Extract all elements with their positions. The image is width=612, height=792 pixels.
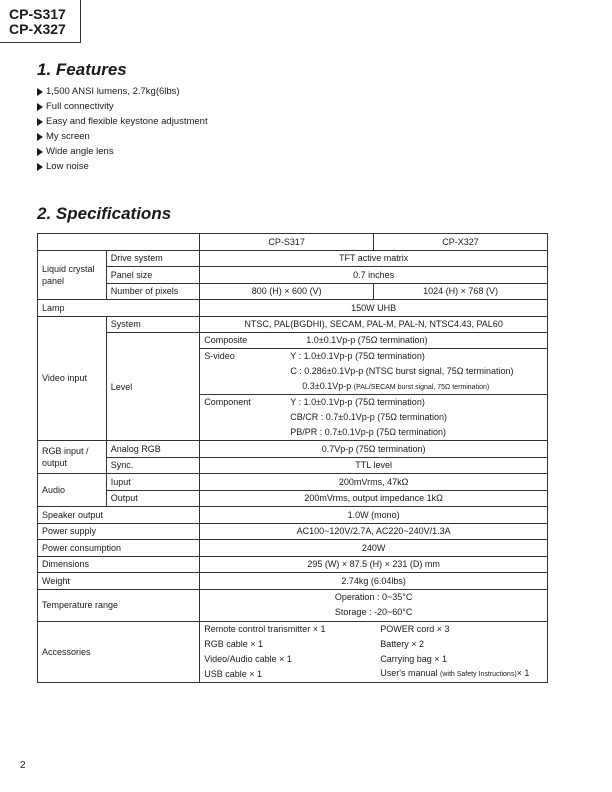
row-label: Iuput <box>106 474 200 491</box>
cell-value: 295 (W) × 87.5 (H) × 231 (D) mm <box>200 556 548 573</box>
row-label: Drive system <box>106 250 200 267</box>
table-row <box>38 457 548 474</box>
row-label: Accessories <box>38 621 200 682</box>
page-number: 2 <box>20 760 26 771</box>
cell-value: 1.0W (mono) <box>200 507 548 524</box>
cell-value: 1024 (H) × 768 (V) <box>374 283 548 300</box>
s-video-block: S-video Y : 1.0±0.1Vp-p (75Ω termination) C : 0.286±0.1Vp-p (NTSC burst signal, 75Ω termination) 0.3±0.1Vp-p (PAL/SECAM burst signal, 75Ω termination) <box>200 349 547 395</box>
cell-value: 0.7 inches <box>200 267 548 284</box>
row-label: Speaker output <box>38 507 200 524</box>
cell-value: TFT active matrix <box>200 250 548 267</box>
table-row <box>38 540 548 557</box>
cell-value: 150W UHB <box>200 300 548 317</box>
row-label: Panel size <box>106 267 200 284</box>
cell-value: Operation : 0~35°C Storage : -20~60°C <box>200 589 548 621</box>
row-label-video: Video input <box>38 316 107 441</box>
cell-value: 240W <box>200 540 548 557</box>
row-label: Sync. <box>106 457 200 474</box>
cell-value: AC100~120V/2.7A, AC220~240V/1.3A <box>200 523 548 540</box>
triangle-bullet-icon <box>37 103 43 111</box>
row-label: Number of pixels <box>106 283 200 300</box>
row-label-rgb: RGB input / output <box>38 441 107 474</box>
row-label: Temperature range <box>38 589 200 621</box>
model-name-2: CP-X327 <box>9 21 66 37</box>
row-label: Lamp <box>38 300 200 317</box>
table-row <box>38 283 548 300</box>
cell-value: 2.74kg (6.04lbs) <box>200 573 548 590</box>
list-item: Low noise <box>37 159 208 174</box>
table-row <box>38 573 548 590</box>
table-row <box>38 556 548 573</box>
table-row <box>38 490 548 507</box>
triangle-bullet-icon <box>37 118 43 126</box>
row-label-lcd: Liquid crystal panel <box>38 250 107 300</box>
table-row <box>38 316 548 333</box>
features-title: 1. Features <box>37 60 127 79</box>
row-label: Weight <box>38 573 200 590</box>
list-item: Easy and flexible keystone adjustment <box>37 114 208 129</box>
row-label: Power consumption <box>38 540 200 557</box>
specifications-title: 2. Specifications <box>37 204 172 223</box>
row-label: System <box>106 316 200 333</box>
composite-block: Composite 1.0±0.1Vp-p (75Ω termination) <box>200 333 547 349</box>
row-label: Output <box>106 490 200 507</box>
table-row <box>38 621 548 682</box>
component-block: Component Y : 1.0±0.1Vp-p (75Ω termination) CB/CR : 0.7±0.1Vp-p (75Ω termination) PB/PR : 0.7±0.1Vp-p (75Ω termination) <box>204 397 447 437</box>
model-header-box <box>0 0 81 43</box>
cell-value: 800 (H) × 600 (V) <box>200 283 374 300</box>
triangle-bullet-icon <box>37 163 43 171</box>
table-row <box>38 300 548 317</box>
column-header-cp-x327: CP-X327 <box>374 234 548 251</box>
video-level-cell <box>200 333 548 441</box>
row-label: Power supply <box>38 523 200 540</box>
row-label: Dimensions <box>38 556 200 573</box>
cell-value: TTL level <box>200 457 548 474</box>
list-item: Wide angle lens <box>37 144 208 159</box>
table-row <box>38 441 548 458</box>
specifications-table <box>37 233 548 683</box>
cell-value: 200mVrms, output impedance 1kΩ <box>200 490 548 507</box>
list-item: Full connectivity <box>37 99 208 114</box>
column-header-cp-s317: CP-S317 <box>200 234 374 251</box>
table-row <box>38 267 548 284</box>
accessories-cell: Remote control transmitter × 1 POWER cord × 3 RGB cable × 1 Battery × 2 Video/Audio cable × 1 Carrying bag × 1 USB cable × 1 User's manual (with Safety Instructions)× 1 <box>200 621 548 682</box>
list-item: 1,500 ANSI lumens, 2.7kg(6lbs) <box>37 84 208 99</box>
row-label: Analog RGB <box>106 441 200 458</box>
triangle-bullet-icon <box>37 88 43 96</box>
cell-value: 200mVrms, 47kΩ <box>200 474 548 491</box>
triangle-bullet-icon <box>37 133 43 141</box>
cell-value: 0.7Vp-p (75Ω termination) <box>200 441 548 458</box>
table-row <box>38 234 548 251</box>
triangle-bullet-icon <box>37 148 43 156</box>
table-row <box>38 250 548 267</box>
table-row <box>38 589 548 621</box>
table-row <box>38 507 548 524</box>
cell-value: NTSC, PAL(BGDHI), SECAM, PAL-M, PAL-N, NTSC4.43, PAL60 <box>200 316 548 333</box>
table-row <box>38 474 548 491</box>
list-item: My screen <box>37 129 208 144</box>
features-list <box>37 84 208 174</box>
row-label: Level <box>106 333 200 441</box>
table-row <box>38 333 548 441</box>
row-label-audio: Audio <box>38 474 107 507</box>
model-name-1: CP-S317 <box>9 6 66 22</box>
table-row <box>38 523 548 540</box>
